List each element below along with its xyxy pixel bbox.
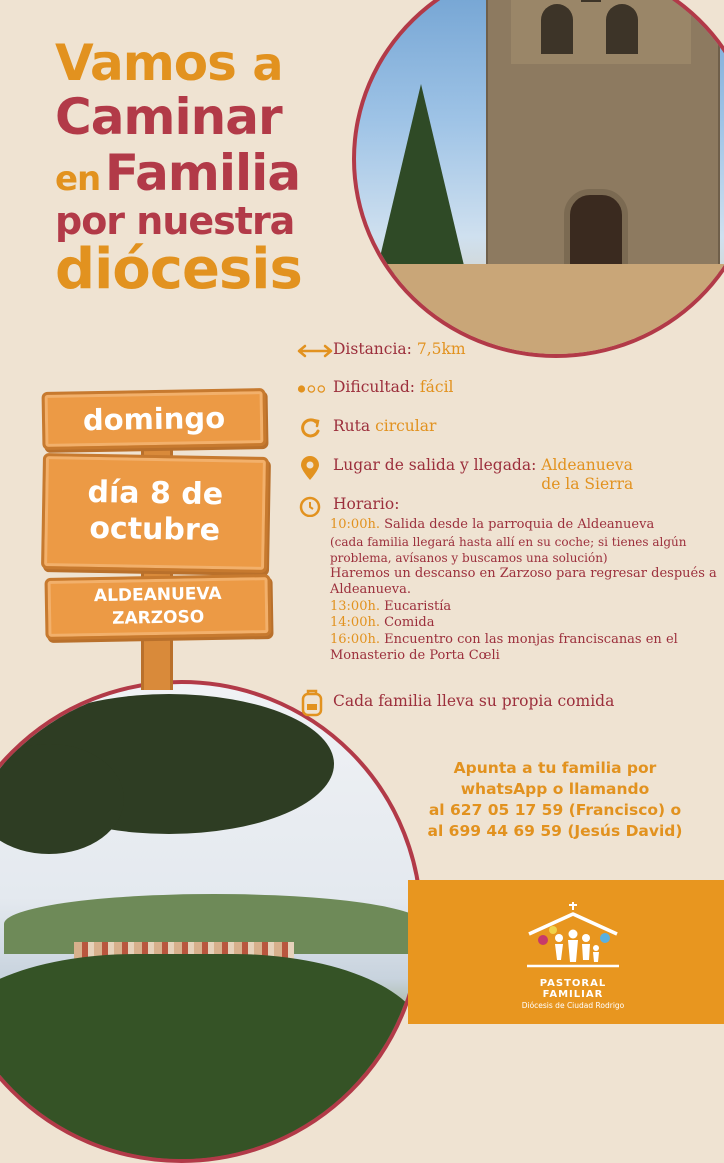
schedule-header-row: Horario:: [297, 495, 399, 517]
backpack-icon: [297, 687, 333, 717]
place-row: Lugar de salida y llegada: Aldeanueva de la Sierra: [297, 456, 633, 494]
title-line-1: Vamos a: [55, 34, 283, 92]
bushes: [0, 954, 423, 1163]
bell-gable: [511, 0, 691, 64]
contact-info: Apunta a tu familia por whatsApp o llamando al 627 05 17 59 (Francisco) o al 699 44 69 59 (Jesús David): [427, 759, 683, 840]
bell-icon: [581, 0, 601, 2]
schedule-item: 13:00h. Eucaristía: [330, 598, 452, 614]
distance-row: Distancia: 7,5km: [297, 340, 466, 362]
schedule-note: (cada familia llegará hasta allí en su coche; si tienes algún problema, avísanos y buscamos una solución): [330, 534, 687, 565]
title-line-2: Caminar: [55, 88, 282, 146]
schedule-item: 10:00h. Salida desde la parroquia de Aldeanueva: [330, 517, 655, 532]
sign-board-day: domingo: [42, 388, 267, 450]
schedule-list: [330, 517, 720, 665]
logo-subtitle: Diócesis de Ciudad Rodrigo: [521, 1001, 625, 1010]
schedule-item: 16:00h. Encuentro con las monjas franciscanas en el Monasterio de Porta Cœli: [330, 631, 678, 663]
sign-board-date: día 8 de octubre: [41, 453, 269, 573]
sign-board-places: ALDEANUEVA ZARZOSO: [44, 574, 271, 640]
title-line-4: por nuestra: [55, 199, 295, 243]
tree-shape: [376, 84, 466, 274]
title-line-5: diócesis: [55, 237, 302, 302]
church-photo: [352, 0, 724, 358]
circular-route-icon: [297, 417, 333, 439]
poster-title: [55, 34, 335, 302]
clock-icon: [297, 495, 333, 517]
double-arrow-icon: [297, 340, 333, 362]
schedule-note: Haremos un descanso en Zarzoso para regresar después a Aldeanueva.: [330, 565, 717, 597]
food-row: Cada familia lleva su propia comida: [297, 687, 614, 717]
route-row: Ruta circular: [297, 417, 436, 439]
landscape-photo: [0, 680, 423, 1163]
difficulty-row: Dificultad: fácil: [297, 378, 453, 400]
bell-icon: [606, 4, 638, 54]
location-pin-icon: [297, 456, 333, 482]
difficulty-dots-icon: [297, 378, 333, 400]
schedule-item: 14:00h. Comida: [330, 615, 435, 630]
church-family-logo: [523, 900, 623, 972]
title-line-3: en Familia: [55, 144, 301, 202]
logo-name: PASTORAL FAMILIAR: [539, 978, 607, 1000]
bell-icon: [541, 4, 573, 54]
pastoral-familiar-logo: [518, 900, 628, 1010]
